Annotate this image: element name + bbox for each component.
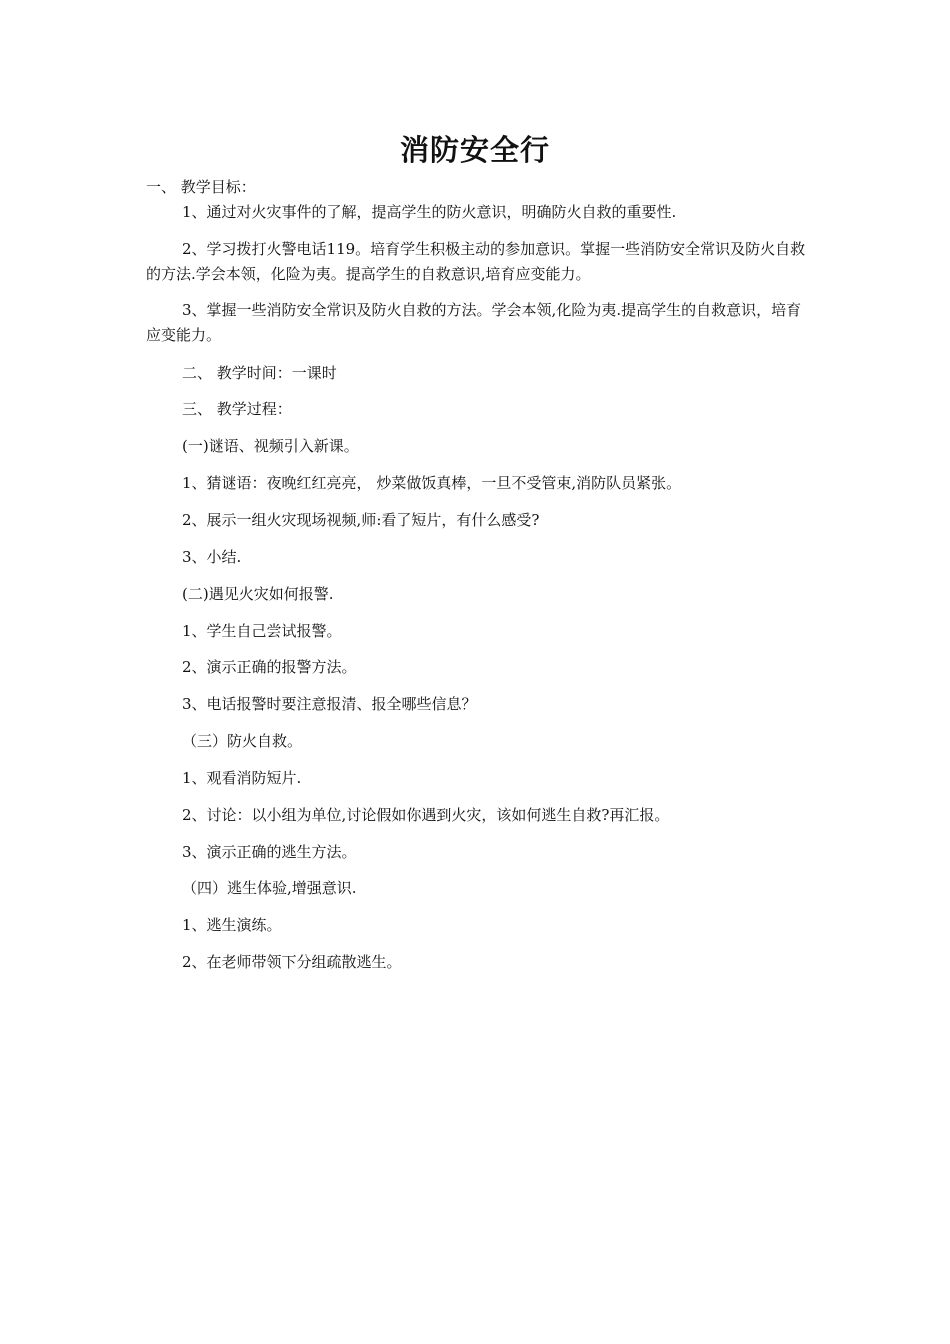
goal-item-2: 2、学习拨打火警电话119。培育学生积极主动的参加意识。掌握一些消防安全常识及防火自救的方法.学会本领，化险为夷。提高学生的自救意识,培育应变能力。: [146, 240, 806, 283]
section-heading-process: 三、 教学过程：: [182, 400, 292, 418]
part-heading-4: （四）逃生体验,增强意识.: [182, 879, 357, 897]
section-heading-time: 二、 教学时间：一课时: [182, 364, 337, 382]
part-heading-2: (二)遇见火灾如何报警.: [182, 585, 334, 603]
part-heading-3: （三）防火自救。: [182, 732, 303, 750]
part1-item-2: 2、展示一组火灾现场视频,师:看了短片，有什么感受?: [182, 511, 540, 529]
part3-item-1: 1、观看消防短片.: [182, 769, 302, 787]
part1-item-3: 3、小结.: [182, 548, 242, 566]
part1-item-1: 1、猜谜语：夜晚红红亮亮， 炒菜做饭真棒，一旦不受管束,消防队员紧张。: [182, 474, 682, 492]
part3-item-2: 2、讨论：以小组为单位,讨论假如你遇到火灾，该如何逃生自救?再汇报。: [182, 806, 670, 824]
part2-item-3: 3、电话报警时要注意报清、报全哪些信息？: [182, 695, 477, 713]
part4-item-2: 2、在老师带领下分组疏散逃生。: [182, 953, 402, 971]
section-heading-goals: 一、 教学目标：: [146, 178, 256, 196]
part4-item-1: 1、逃生演练。: [182, 916, 282, 934]
document-title: 消防安全行: [399, 133, 550, 167]
goal-item-1: 1、通过对火灾事件的了解，提高学生的防火意识，明确防火自救的重要性.: [182, 203, 677, 221]
part3-item-3: 3、演示正确的逃生方法。: [182, 843, 357, 861]
goal-item-3: 3、掌握一些消防安全常识及防火自救的方法。学会本领,化险为夷.提高学生的自救意识，培育应变能力。: [146, 301, 802, 344]
part2-item-2: 2、演示正确的报警方法。: [182, 658, 357, 676]
part-heading-1: (一)谜语、视频引入新课。: [182, 437, 359, 455]
part2-item-1: 1、学生自己尝试报警。: [182, 622, 342, 640]
